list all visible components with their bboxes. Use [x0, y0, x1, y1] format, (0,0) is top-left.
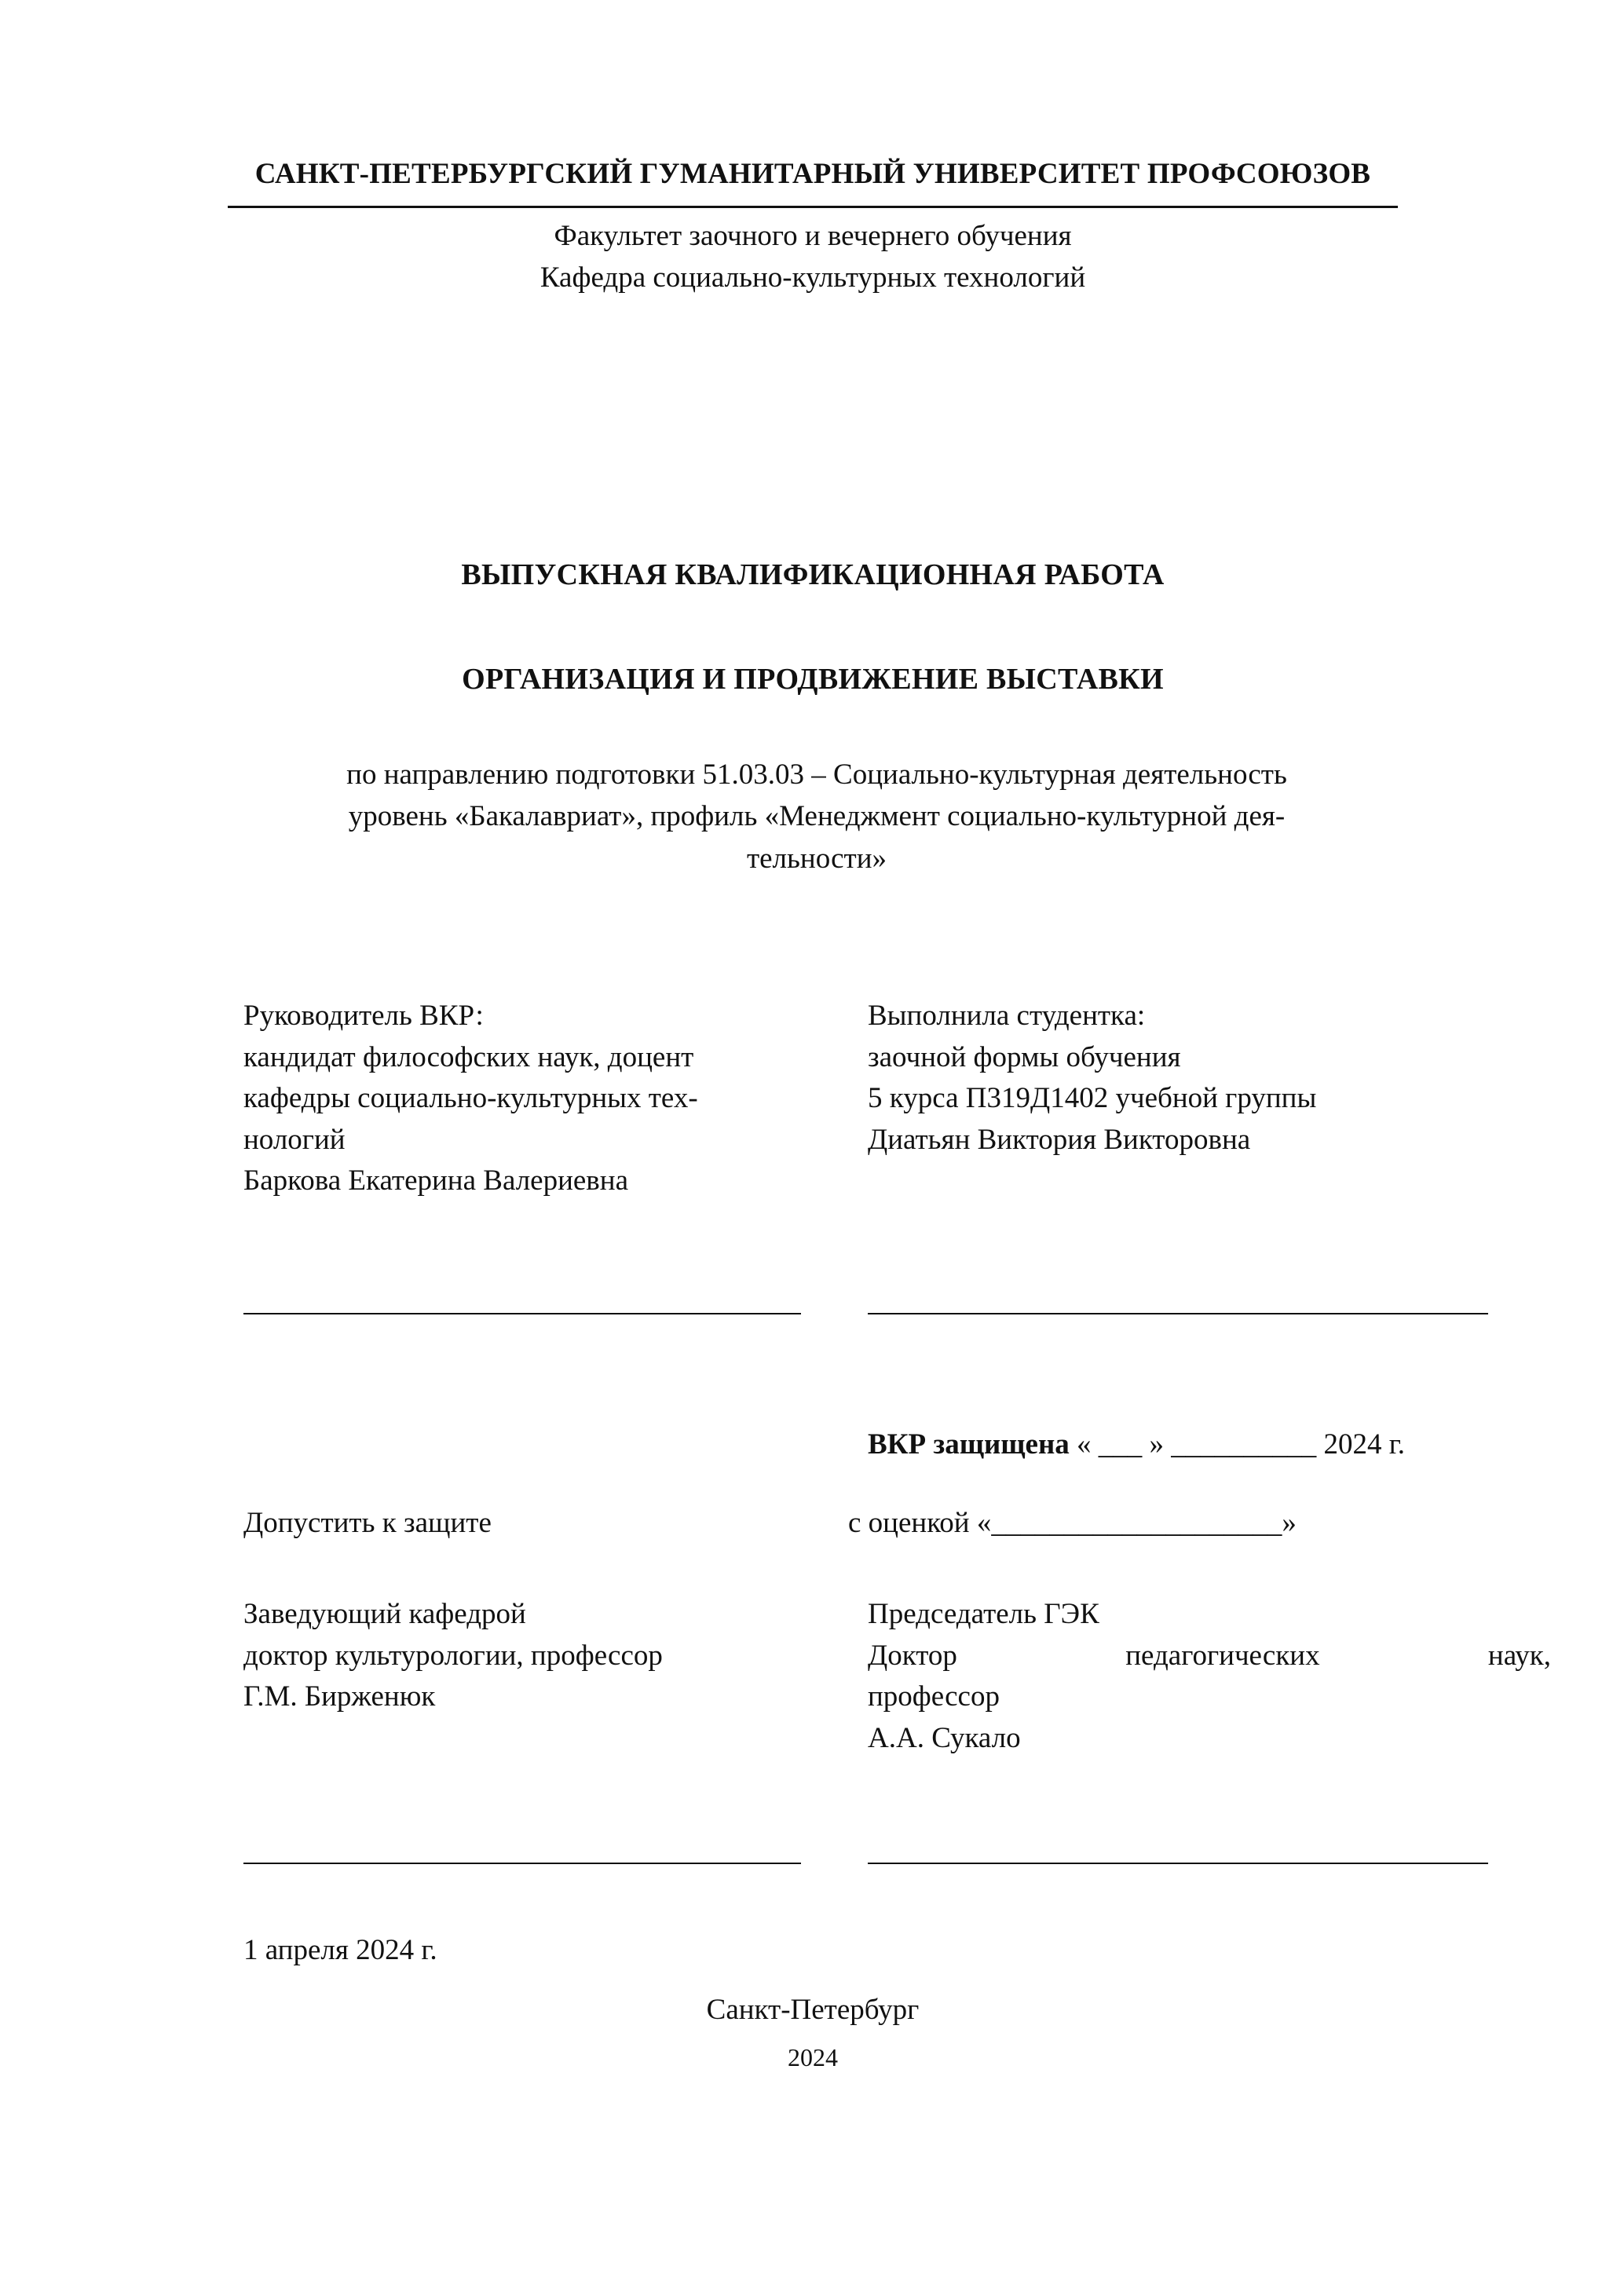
chair-degree-line-2: профессор [868, 1680, 1000, 1713]
defense-info [868, 1428, 1575, 1461]
head-of-department-block [243, 1594, 825, 1718]
supervisor-degree-line-1: кандидат философских наук, доцент [243, 1040, 694, 1073]
student-group: 5 курса П319Д1402 учебной группы [868, 1082, 1317, 1115]
direction-line-3: тельности» [746, 842, 887, 875]
student-form-of-study: заочной формы обучения [868, 1040, 1181, 1073]
student-block [868, 996, 1559, 1161]
head-role-label: Заведующий кафедрой [243, 1598, 526, 1630]
document-date: 1 апреля 2024 г. [243, 1934, 437, 1966]
defense-year: 2024 г. [1323, 1428, 1406, 1461]
head-degree: доктор культурологии, профессор [243, 1639, 663, 1672]
gek-chair-block [868, 1594, 1559, 1759]
faculty-department-block [228, 216, 1398, 298]
defense-date-blank: « ___ » __________ [1077, 1428, 1317, 1461]
mark-label: с оценкой « [848, 1507, 992, 1539]
direction-line-2: уровень «Бакалавриат», профиль «Менеджмент социально-культурной дея- [348, 800, 1286, 833]
document-type: ВЫПУСКНАЯ КВАЛИФИКАЦИОННАЯ РАБОТА [461, 558, 1165, 591]
mark-field [848, 1506, 1297, 1540]
mark-close-quote: » [1282, 1507, 1297, 1539]
chair-signature-line [868, 1863, 1488, 1864]
supervisor-name: Баркова Екатерина Валериевна [243, 1164, 628, 1197]
chair-role-label: Председатель ГЭК [868, 1598, 1099, 1630]
direction-block [236, 754, 1398, 879]
document-year: 2024 [788, 2043, 838, 2071]
supervisor-block [243, 996, 825, 1202]
document-title: ОРГАНИЗАЦИЯ И ПРОДВИЖЕНИЕ ВЫСТАВКИ [462, 663, 1164, 696]
chair-name: А.А. Сукало [868, 1721, 1021, 1754]
student-signature-line [868, 1313, 1488, 1314]
header-divider [228, 206, 1398, 208]
head-signature-line [243, 1863, 801, 1864]
defense-label: ВКР защищена [868, 1428, 1070, 1461]
supervisor-degree-line-3: нологий [243, 1123, 346, 1156]
student-name: Диатьян Виктория Викторовна [868, 1123, 1251, 1156]
supervisor-role-label: Руководитель ВКР: [243, 1000, 484, 1032]
admit-label: Допустить к защите [243, 1507, 492, 1539]
head-name: Г.М. Бирженюк [243, 1680, 436, 1713]
chair-degree-line-1: Доктор педагогических наук, [868, 1639, 1551, 1672]
student-role-label: Выполнила студентка: [868, 1000, 1146, 1032]
faculty-name: Факультет заочного и вечернего обучения [554, 220, 1072, 252]
university-name: САНКТ-ПЕТЕРБУРГСКИЙ ГУМАНИТАРНЫЙ УНИВЕРСИТЕТ ПРОФСОЮЗОВ [254, 158, 1371, 190]
supervisor-signature-line [243, 1313, 801, 1314]
city-name: Санкт-Петербург [706, 1994, 920, 2026]
mark-blank: ____________________ [991, 1507, 1282, 1539]
department-name: Кафедра социально-культурных технологий [540, 261, 1086, 294]
supervisor-degree-line-2: кафедры социально-культурных тех- [243, 1082, 698, 1115]
direction-line-1: по направлению подготовки 51.03.03 – Социально-культурная деятельность [346, 759, 1287, 791]
